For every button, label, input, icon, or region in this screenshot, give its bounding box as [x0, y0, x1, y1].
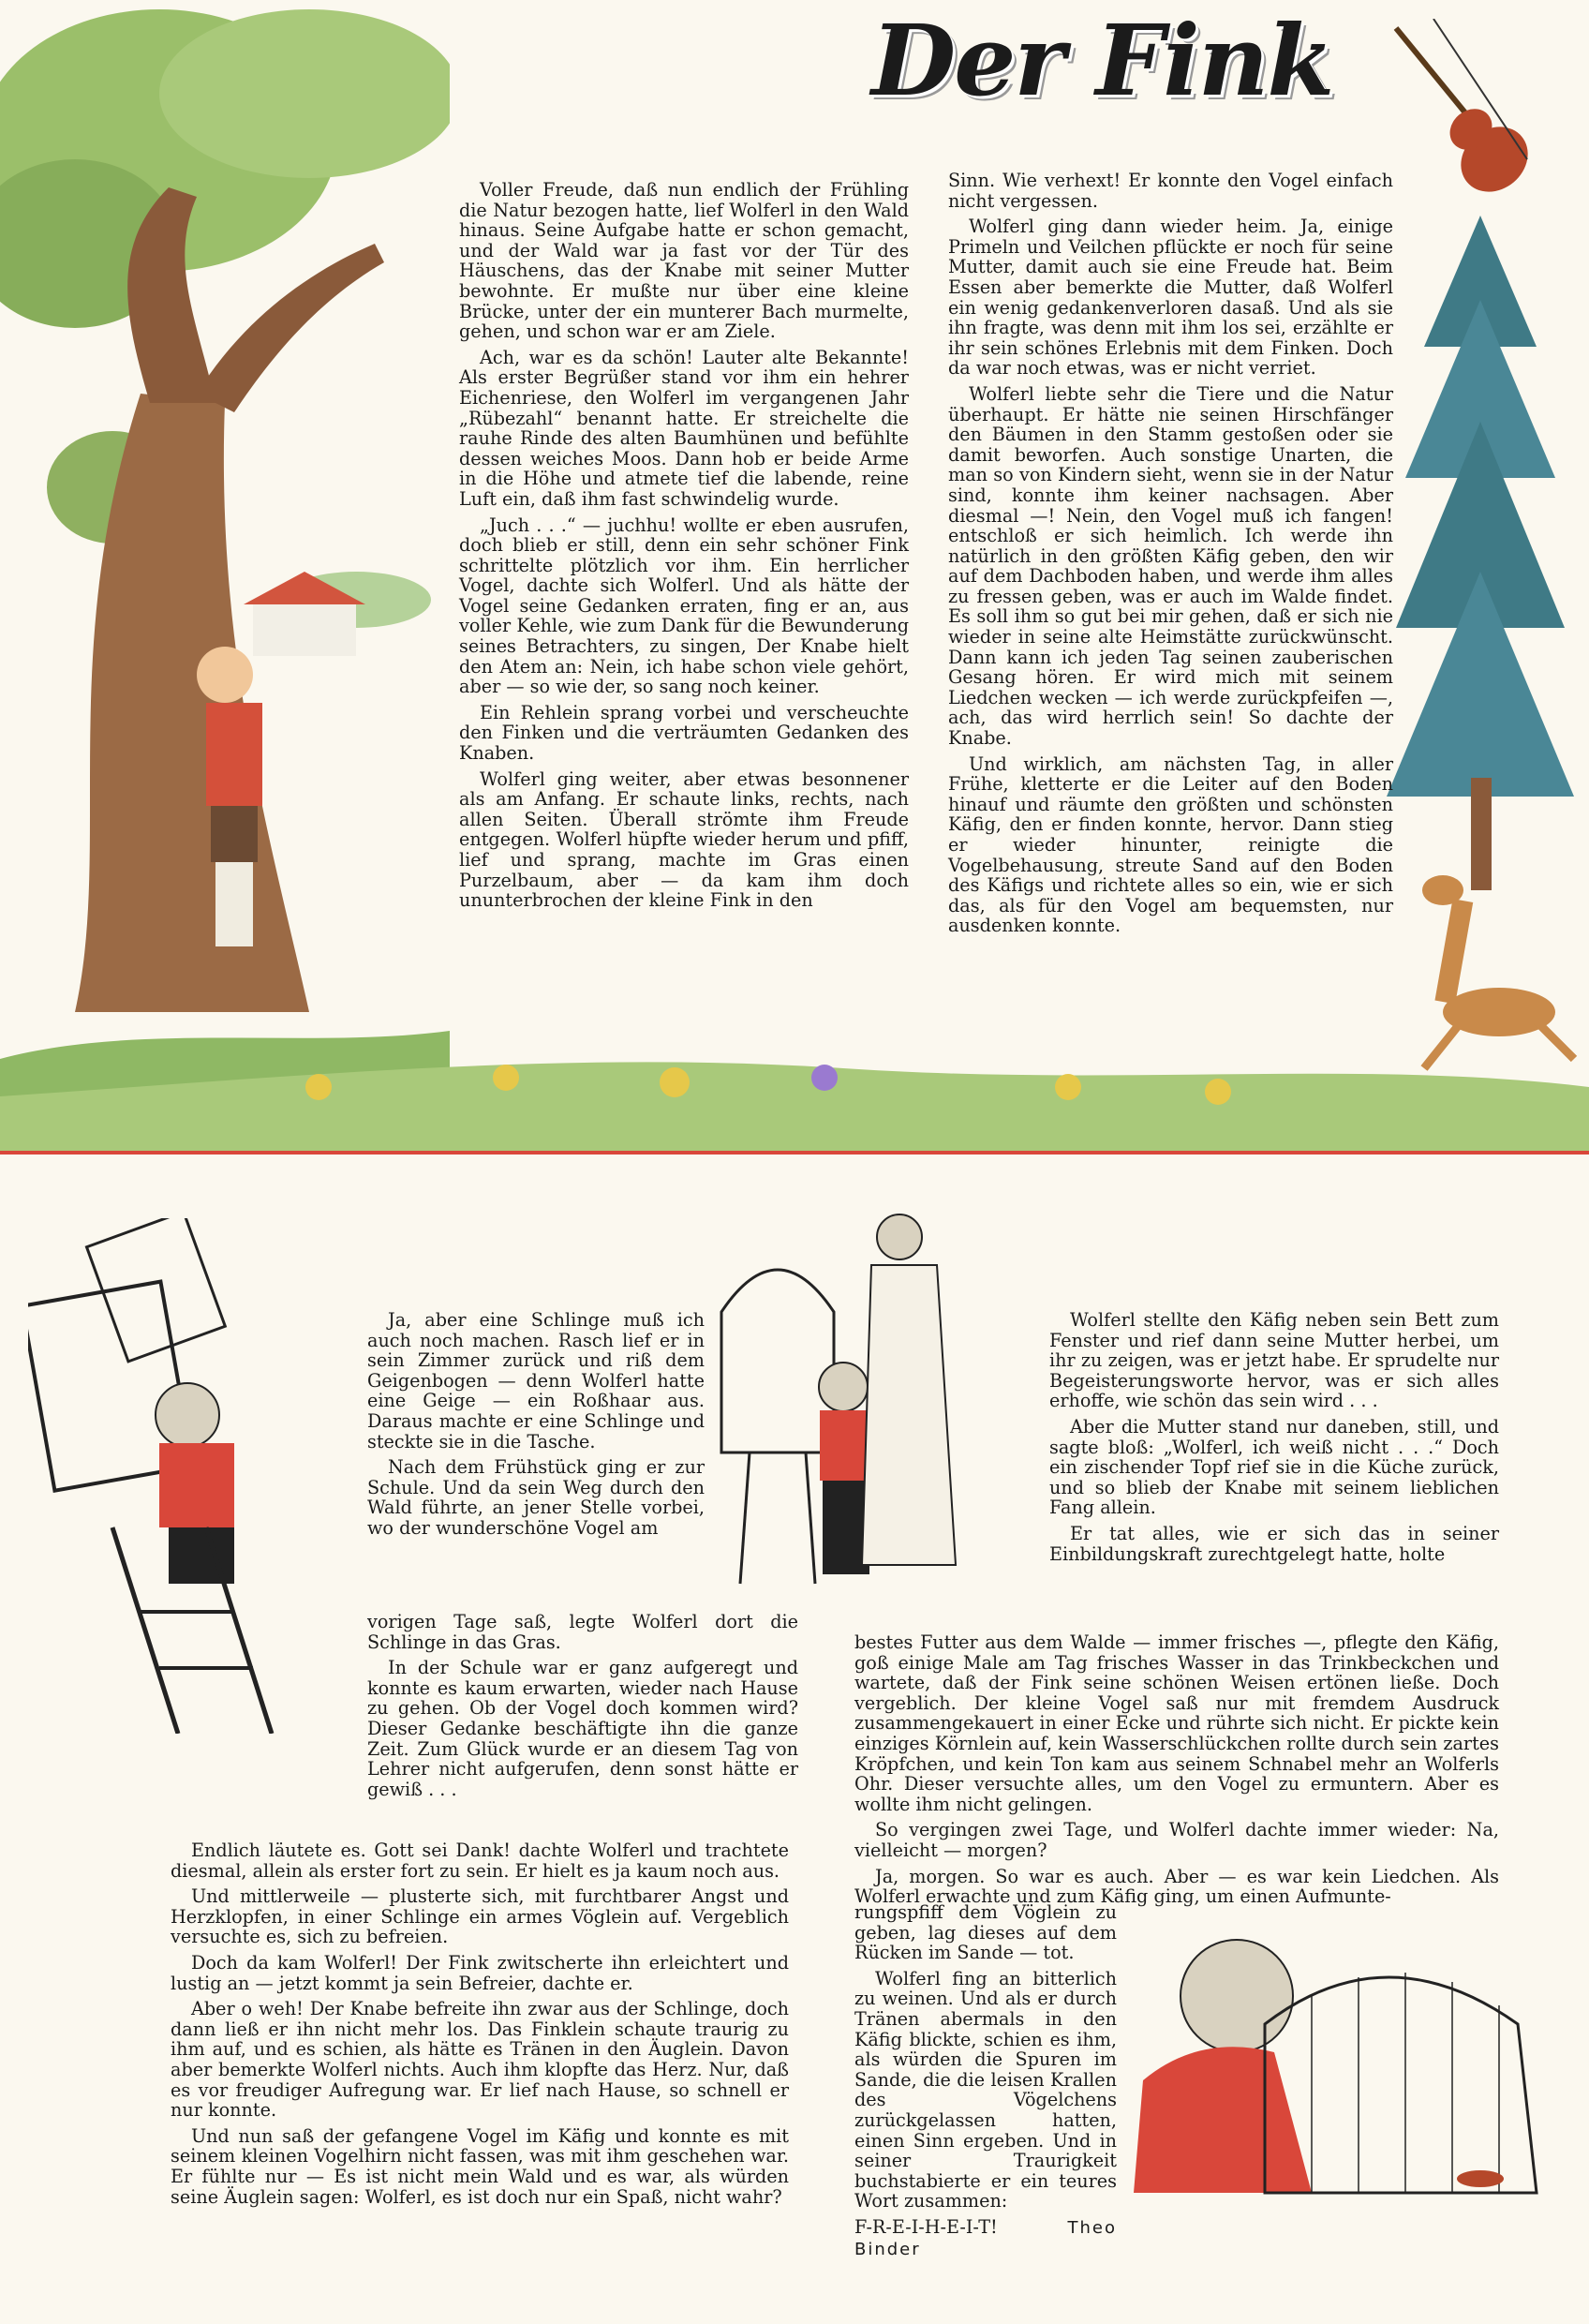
- paragraph: Voller Freude, daß nun endlich der Frühling die Natur bezogen hatte, lief Wolferl in den Wald hinaus. Seine Aufgabe hatte er schon gemacht, und der Wald war ja fast vor der Tür des Häuschens, das der Knabe mit seiner Mutter bewohnte. Er mußte nur über eine kleine Brücke, unter der ein munterer Bach murmelte, gehen, und schon war er am Ziele.: [459, 179, 909, 343]
- page-title: Der Fink: [871, 3, 1333, 118]
- mother-and-boy-cage-illustration: [712, 1209, 984, 1602]
- bottom-column-1-narrow: [367, 1310, 705, 1544]
- top-column-1: [459, 180, 909, 916]
- bottom-column-2-narrow: [854, 1902, 1117, 2265]
- signature-word: F-R-E-I-H-E-I-T!: [854, 2215, 998, 2238]
- paragraph: Er tat alles, wie er sich das in seiner Einbildungskraft zurechtgelegt hatte, holte: [1049, 1522, 1499, 1565]
- boy-with-cage-illustration: [1124, 1912, 1565, 2212]
- paragraph: Wolferl stellte den Käfig neben sein Bett zum Fenster und rief dann seine Mutter herbei, um ihr zu zeigen, was er jetzt habe. Er sprudelte nur Begeisterungsworte hervor, was er sich alles erhoffe, wie schön das sein wird . . .: [1049, 1309, 1499, 1412]
- paragraph: Wolferl ging weiter, aber etwas besonnener als am Anfang. Er schaute links, rechts, nach allen Seiten. Überall strömte ihm Freude entgegen. Wolferl hüpfte wieder herum und pfiff, lief und sprang, machte im Gras einen Purzelbaum, aber — da kam ihm doch ununterbrochen der kleine Fink in den: [459, 767, 909, 912]
- bottom-column-1-full: [171, 1840, 789, 2212]
- paragraph: Aber die Mutter stand nur daneben, still, und sagte bloß: „Wolferl, ich weiß nicht . . .“ Doch ein zischender Topf rief sie in die Küche zurück, und so blieb der Knabe mit seinem lieblichen Fang allein.: [1049, 1415, 1499, 1519]
- paragraph: Ach, war es da schön! Lauter alte Bekannte! Als erster Begrüßer stand vor ihm ein hehrer Eichenriese, den Wolferl im vergangenen Jahr „Rübezahl“ benannt hatte. Er streichelte die rauhe Rinde des alten Baumhünen und befühlte dessen weiches Moos. Dann hob er beide Arme in die Höhe und atmete tief die labende, reine Luft ein, daß ihm fast schwindelig wurde.: [459, 346, 909, 510]
- paragraph: Wolferl liebte sehr die Tiere und die Natur überhaupt. Er hätte nie seinen Hirschfänger den Bäumen in den Stamm gestoßen oder sie damit beworfen. Auch sonstige Unarten, die man so von Kindern sieht, wenn sie in der Natur sind, konnte ihm keiner nachsagen. Aber diesmal —! Nein, den Vogel muß ich fangen! entschloß er sich heimlich. Ich werde ihn natürlich in den größten Käfig geben, den wir auf dem Dachboden haben, und werde ihm alles zu fressen geben, was er auch im Walde findet. Es soll ihm so gut bei mir gehen, daß er sich nie wieder in seine alte Heimstätte zurückwünscht. Dann kann ich jeden Tag seinen zauberischen Gesang hören. Er wird mich mit seinem Liedchen wecken — ich werde zurückpfeifen —, ach, das wird herrlich sein! So dachte der Knabe.: [948, 382, 1393, 750]
- paragraph: Und mittlerweile — plusterte sich, mit furchtbarer Angst und Herzklopfen, in einer Schlinge ein armes Vöglein auf. Vergeblich versuchte es, sich zu befreien.: [171, 1885, 789, 1948]
- paragraph: Ja, morgen. So war es auch. Aber — es war kein Liedchen. Als Wolferl erwachte und zum Käfig ging, um einen Aufmunte-: [854, 1865, 1499, 1908]
- meadow-illustration: [0, 1012, 1589, 1153]
- bottom-column-2-wide: [854, 1632, 1499, 1913]
- paragraph: In der Schule war er ganz aufgeregt und konnte es kaum erwarten, wieder nach Hause zu gehen. Ob der Vogel doch kommen wird? Dieser Gedanke beschäftigte ihn die ganze Zeit. Zum Glück wurde er an diesem Tag von Lehrer nicht aufgerufen, denn sonst hätte er gewiß . . .: [367, 1657, 798, 1800]
- paragraph: Ja, aber eine Schlinge muß ich auch noch machen. Rasch lief er in sein Zimmer zurück und riß dem Geigenbogen — denn Wolferl hatte eine Geige — ein Roßhaar aus. Daraus machte er eine Schlinge und steckte sie in die Tasche.: [367, 1309, 705, 1452]
- bottom-column-1-wide: [367, 1612, 798, 1805]
- paragraph: Wolferl ging dann wieder heim. Ja, einige Primeln und Veilchen pflückte er noch für seine Mutter, damit auch sie eine Freude hat. Beim Essen aber bemerkte die Mutter, daß Wolferl ein wenig gedankenverloren dasaß. Und als sie ihn fragte, was denn mit ihm los sei, erzählte er ihr sein schönes Erlebnis mit dem Finken. Doch da war noch etwas, was er nicht verriet.: [948, 216, 1393, 380]
- violin-illustration: [1377, 19, 1537, 206]
- paragraph: Nach dem Frühstück ging er zur Schule. Und da sein Weg durch den Wald führte, an jener Stelle vorbei, wo der wunderschöne Vogel am: [367, 1456, 705, 1539]
- fir-tree-illustration: [1387, 216, 1574, 890]
- divider-line: [0, 1151, 1589, 1155]
- paragraph: Wolferl fing an bitterlich zu weinen. Und als er durch Tränen abermals in den Käfig blickte, schien es ihm, als würden die Spuren im Sande, die die leisen Krallen des Vögelchens zurückgelassen hatten, einen Sinn ergeben. Und in seiner Traurigkeit buchstabierte er ein teures Wort zusammen:: [854, 1967, 1117, 2212]
- paragraph: bestes Futter aus dem Walde — immer frisches —, pflegte den Käfig, goß einige Male am Tag frisches Wasser in das Trinkbeckchen und wartete, daß der Fink seine schönen Weisen ertönen ließe. Doch vergeblich. Der kleine Vogel saß nur mit fremdem Ausdruck zusammengekauert in einer Ecke und rührte sich nicht. Er pickte kein einziges Körnlein auf, kein Wasserschlückchen rollte durch sein zartes Kröpfchen, und kein Ton kam aus seinem Schnabel mehr an Wolferls Ohr. Dieser versuchte alles, um den Vogel zu ermuntern. Aber es wollte ihm nicht gelingen.: [854, 1631, 1499, 1815]
- paragraph: vorigen Tage saß, legte Wolferl dort die Schlinge in das Gras.: [367, 1611, 798, 1653]
- top-column-2: [948, 171, 1393, 942]
- paragraph: Aber o weh! Der Knabe befreite ihn zwar aus der Schlinge, doch dann ließ er ihn nicht mehr los. Das Finklein schaute traurig zu ihm auf, und es schien, als hätte es Tränen in den Äuglein. Davon aber bemerkte Wolferl nichts. Auch ihm klopfte das Herz. Nur, daß es vor freudiger Aufregung war. Er lief nach Hause, so schnell er nur konnte.: [171, 1998, 789, 2122]
- paragraph: Sinn. Wie verhext! Er konnte den Vogel einfach nicht vergessen.: [948, 170, 1393, 212]
- paragraph: So vergingen zwei Tage, und Wolferl dachte immer wieder: Na, vielleicht — morgen?: [854, 1819, 1499, 1861]
- oak-tree-illustration: [0, 0, 450, 1125]
- bottom-column-2-top: [1049, 1310, 1499, 1570]
- paragraph: Und nun saß der gefangene Vogel im Käfig und konnte es mit seinem kleinen Vogelhirn nicht fassen, was mit ihm geschehen war. Er fühlte nur — Es ist nicht mein Wald und es war, als würden seine Äuglein sagen: Wolferl, es ist doch nur ein Spaß, nicht wahr?: [171, 2124, 789, 2208]
- paragraph: Doch da kam Wolferl! Der Fink zwitscherte ihn erleichtert und lustig an — jetzt kommt ja sein Befreier, dachte er.: [171, 1951, 789, 1994]
- paragraph: Und wirklich, am nächsten Tag, in aller Frühe, kletterte er die Leiter auf den Boden hinauf und räumte den größten und schönsten Käfig, den er finden konnte, hervor. Dann stieg er wieder hinunter, reinigte die Vogelbehausung, streute Sand auf den Boden des Käfigs und richtete alles so ein, wie er sich das, als für den Vogel am bequemsten, nur ausdenken konnte.: [948, 752, 1393, 937]
- boy-on-ladder-illustration: [28, 1218, 290, 1734]
- signature-line: [854, 2217, 1117, 2259]
- paragraph: Endlich läutete es. Gott sei Dank! dachte Wolferl und trachtete diesmal, allein als erster fort zu sein. Er hielt es ja kaum noch aus.: [171, 1840, 789, 1882]
- paragraph: „Juch . . .“ — juchhu! wollte er eben ausrufen, doch blieb er still, denn ein sehr schöner Fink schrittelte plötzlich vor ihm. Ein herrlicher Vogel, dachte sich Wolferl. Und als hätte der Vogel seine Gedanken erraten, fing er an, aus voller Kehle, wie zum Dank für die Bewunderung seines Betrachters, zu singen, Der Knabe hielt den Atem an: Nein, ich habe schon viele gehört, aber — so wie der, so sang noch keiner.: [459, 514, 909, 698]
- paragraph: Ein Rehlein sprang vorbei und verscheuchte den Finken und die verträumten Gedanken des Knaben.: [459, 701, 909, 765]
- paragraph: rungspfiff dem Vöglein zu geben, lag dieses auf dem Rücken im Sande — tot.: [854, 1901, 1117, 1964]
- author-name: Theo Binder: [854, 2217, 1117, 2259]
